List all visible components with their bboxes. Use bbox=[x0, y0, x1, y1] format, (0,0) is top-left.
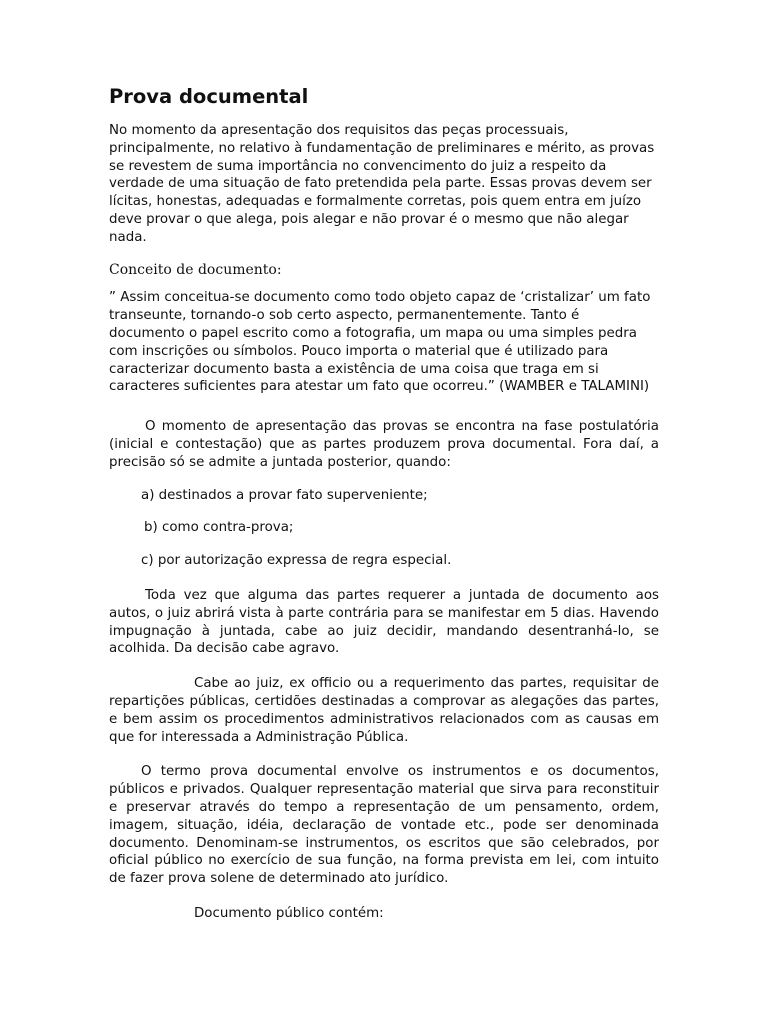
paragraph-documento-publico: Documento público contém: bbox=[194, 905, 384, 921]
document-page bbox=[109, 84, 659, 923]
list-item-c: c) por autorização expressa de regra especial. bbox=[141, 553, 452, 569]
paragraph-momento: O momento de apresentação das provas se encontra na fase postulatória (inicial e contestação) que as partes produzem prova documental. Fora daí, a precisão só se admite a juntada posterior, quando: bbox=[109, 419, 659, 470]
paragraph-requisitar: Cabe ao juiz, ex officio ou a requerimento das partes, requisitar de repartições públicas, certidões destinadas a comprovar as alegações das partes, e bem assim os procedimentos administrativos relacionados com as causas em que for interessada a Administração Pública. bbox=[109, 676, 659, 745]
quote-paragraph: ” Assim conceitua-se documento como todo objeto capaz de ‘cristalizar’ um fato transeunte, tornando-o sob certo aspecto, permanentemente. Tanto é documento o papel escrito como a fotografia, um mapa ou uma simples pedra com inscrições ou símbolos. Pouco importa o material que é utilizado para caracterizar documento basta a existência de uma coisa que traga em si caracteres suficientes para atestar um fato que ocorreu.” (WAMBER e TALAMINI) bbox=[109, 290, 651, 395]
section-heading-conceito: Conceito de documento: bbox=[109, 261, 282, 278]
page-title: Prova documental bbox=[109, 85, 309, 108]
paragraph-juntada: Toda vez que alguma das partes requerer a juntada de documento aos autos, o juiz abrirá vista à parte contrária para se manifestar em 5 dias. Havendo impugnação à juntada, cabe ao juiz decidir, mandando desentranhá-lo, se acolhida. Da decisão cabe agravo. bbox=[109, 587, 659, 657]
paragraph-termo: O termo prova documental envolve os instrumentos e os documentos, públicos e privados. Qualquer representação material que sirva para reconstituir e preservar através do tempo a representação de um pensamento, ordem, imagem, situação, idéia, declaração de vontade etc., pode ser denominada documento. Denominam-se instrumentos, os escritos que são celebrados, por oficial público no exercício de sua função, na forma prevista em lei, com intuito de fazer prova solene de determinado ato jurídico. bbox=[109, 764, 659, 887]
intro-paragraph: No momento da apresentação dos requisitos das peças processuais, principalmente, no relativo à fundamentação de preliminares e mérito, as provas se revestem de suma importância no convencimento do juiz a respeito da verdade de uma situação de fato pretendida pela parte. Essas provas devem ser lícitas, honestas, adequadas e formalmente corretas, pois quem entra em juízo deve provar o que alega, pois alegar e não provar é o mesmo que não alegar nada. bbox=[109, 123, 655, 245]
list-item-b: b) como contra-prova; bbox=[144, 520, 294, 536]
list-item-a: a) destinados a provar fato superveniente; bbox=[141, 487, 428, 503]
